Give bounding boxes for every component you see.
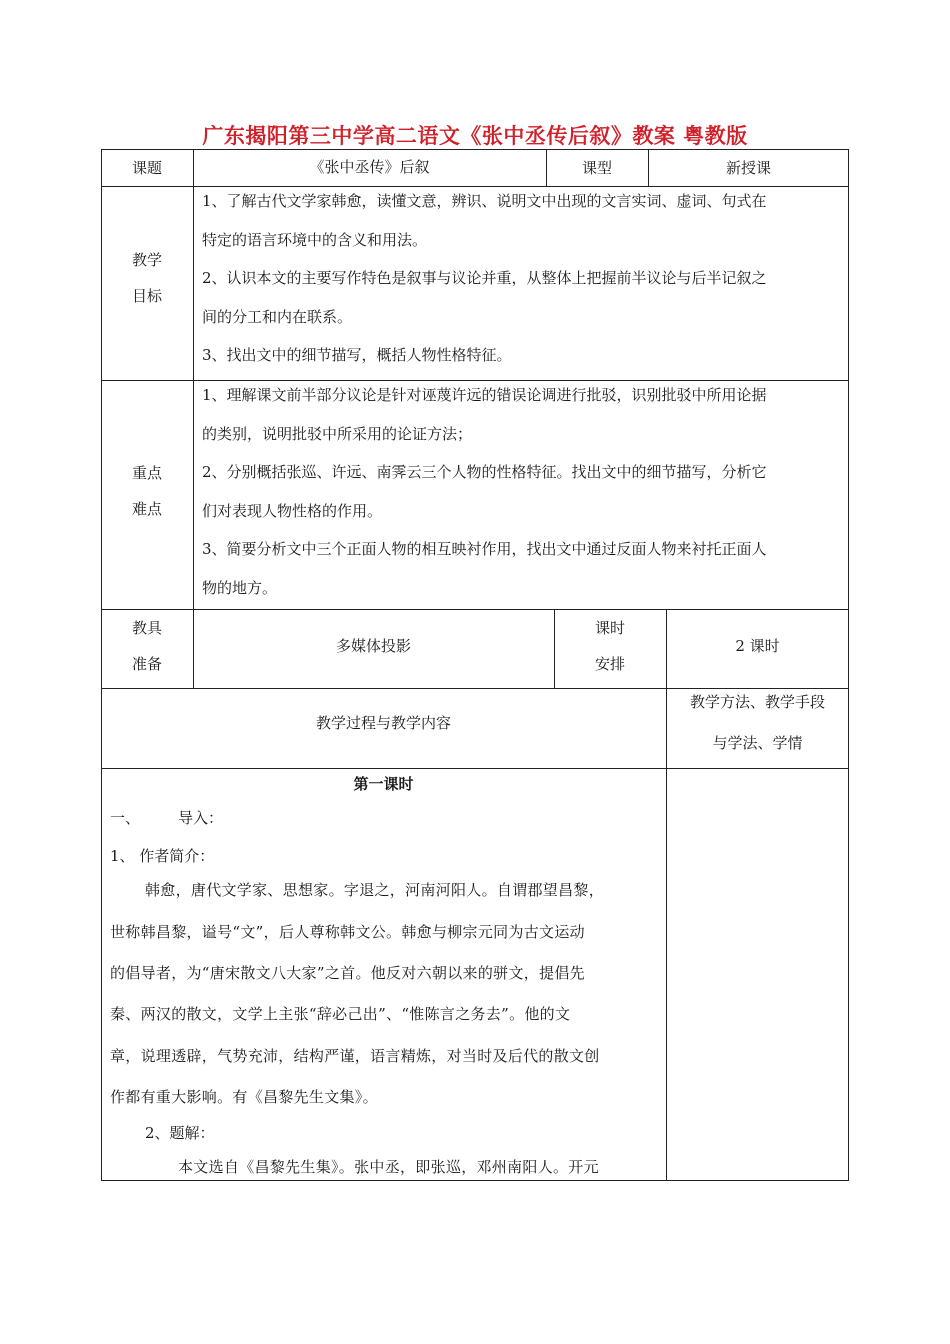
keypoint-line: 物的地方。 <box>202 579 278 597</box>
body-paragraph-line: 世称韩昌黎，谥号“文”，后人尊称韩文公。韩愈与柳宗元同为古文运动 <box>110 923 585 941</box>
row-divider <box>101 609 849 610</box>
objectives-label: 教学 <box>131 251 162 269</box>
section-heading: 导入： <box>178 809 224 827</box>
lesson-plan-table <box>101 149 849 1181</box>
body-paragraph-line: 作都有重大影响。有《昌黎先生文集》。 <box>110 1088 378 1106</box>
objective-line: 2、认识本文的主要写作特色是叙事与议论并重，从整体上把握前半议论与后半记叙之 <box>202 269 767 287</box>
keypoint-line: 们对表现人物性格的作用。 <box>202 502 383 520</box>
row-divider <box>101 380 849 381</box>
hours-label: 安排 <box>594 655 625 673</box>
body-paragraph-line: 章，说理透辟，气势充沛，结构严谨，语言精炼，对当时及后代的散文创 <box>110 1047 600 1065</box>
topic-label: 课题 <box>131 159 162 177</box>
hours-value: 2 课时 <box>735 637 780 655</box>
process-header: 教学过程与教学内容 <box>315 714 451 732</box>
objective-line: 1、了解古代文学家韩愈，读懂文意，辨识、说明文中出现的文言实词、虚词、句式在 <box>202 192 767 210</box>
document-title: 广东揭阳第三中学高二语文《张中丞传后叙》教案 粤教版 <box>202 124 748 148</box>
keypoint-line: 的类别，说明批驳中所采用的论证方法； <box>202 425 473 443</box>
methods-header: 教学方法、教学手段 <box>689 693 825 711</box>
keypoint-line: 1、理解课文前半部分议论是针对诬蔑许远的错误论调进行批驳，识别批驳中所用论据 <box>202 386 767 404</box>
body-paragraph-line: 的倡导者，为“唐宋散文八大家”之首。他反对六朝以来的骈文，提倡先 <box>110 964 585 982</box>
objective-line: 3、找出文中的细节描写，概括人物性格特征。 <box>202 346 512 364</box>
row-divider <box>101 688 849 689</box>
objectives-label: 目标 <box>131 287 162 305</box>
body-paragraph-line: 韩愈，唐代文学家、思想家。字退之，河南河阳人。自谓郡望昌黎， <box>145 881 605 899</box>
column-divider <box>193 149 194 688</box>
body-paragraph-line: 秦、两汉的散文，文学上主张“辞必己出”、“惟陈言之务去”。他的文 <box>110 1005 571 1023</box>
body-paragraph-line: 本文选自《昌黎先生集》。张中丞，即张巡，邓州南阳人。开元 <box>178 1158 599 1176</box>
objective-line: 间的分工和内在联系。 <box>202 308 353 326</box>
lesson-heading: 第一课时 <box>353 775 414 793</box>
tools-value: 多媒体投影 <box>335 637 411 655</box>
tools-label: 准备 <box>131 655 162 673</box>
methods-header: 与学法、学情 <box>712 734 803 752</box>
subsection-heading: 2、题解： <box>145 1124 215 1142</box>
row-divider <box>101 186 849 187</box>
tools-label: 教具 <box>131 619 162 637</box>
objective-line: 特定的语言环境中的含义和用法。 <box>202 231 428 249</box>
section-number: 一、 <box>110 809 141 827</box>
hours-label: 课时 <box>594 619 625 637</box>
keypoints-label: 难点 <box>131 500 162 518</box>
subsection-heading: 1、 作者简介： <box>110 847 215 865</box>
type-value: 新授课 <box>725 159 771 177</box>
topic-value: 《张中丞传》后叙 <box>309 158 430 176</box>
row-divider <box>101 768 849 769</box>
keypoints-label: 重点 <box>131 464 162 482</box>
type-label: 课型 <box>581 159 612 177</box>
keypoint-line: 3、简要分析文中三个正面人物的相互映衬作用，找出文中通过反面人物来衬托正面人 <box>202 540 767 558</box>
keypoint-line: 2、分别概括张巡、许远、南霁云三个人物的性格特征。找出文中的细节描写，分析它 <box>202 463 767 481</box>
